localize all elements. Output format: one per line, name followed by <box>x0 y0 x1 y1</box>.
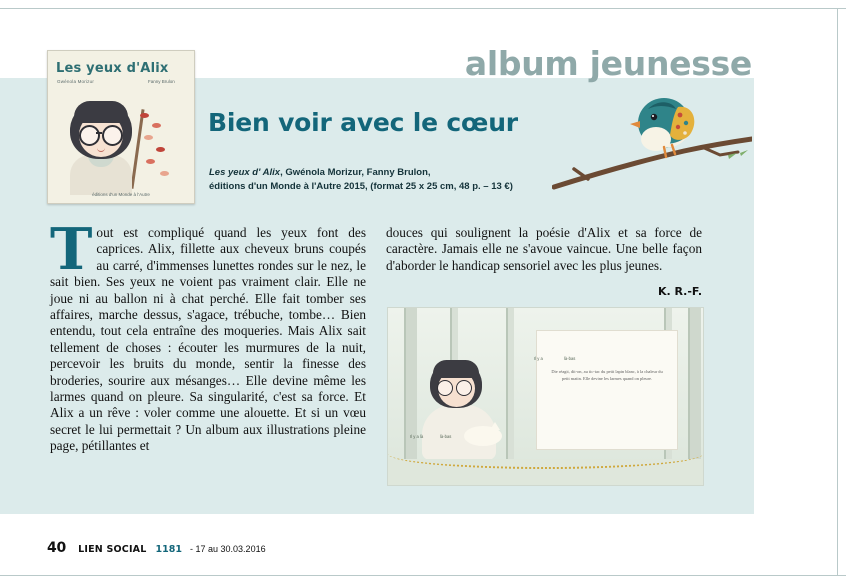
issue-number: 1181 <box>155 544 182 555</box>
cover-author-left: Gwénola Morizur <box>57 79 95 84</box>
credits-book-title: Les yeux d' Alix <box>209 167 281 178</box>
glasses-bridge <box>96 132 102 134</box>
bird-eye <box>651 114 657 120</box>
photo-inset-page <box>536 330 678 450</box>
glasses-icon <box>437 380 453 396</box>
book-credits <box>209 166 549 194</box>
article-body-right: douces qui soulignent la poésie d'Alix et sa force de caractère. Jamais elle ne s'avoue vaincue. Une belle façon d'aborder le handicap sensoriel avec les plus jeunes. <box>386 225 702 273</box>
cover-leaf-icon <box>140 113 149 118</box>
photo-label: Il y a <box>534 356 543 361</box>
photo-label: Il y a là <box>410 434 424 439</box>
cover-leaf-icon <box>156 147 165 152</box>
cat-ear-icon <box>490 422 500 430</box>
right-rule <box>837 8 838 576</box>
bottom-rule <box>0 575 846 576</box>
cover-publisher: éditions d'un Monde à l'Autre <box>92 192 150 197</box>
photo-inset-text: Die réagit, dit-on, au tic-tac du petit lapin blanc, à la chaleur du petit matin. Elle devine les larmes quand on pleure. <box>551 369 663 381</box>
photo-rope <box>388 439 703 469</box>
top-rule <box>0 8 846 9</box>
glasses-icon <box>79 125 100 146</box>
bird-svg <box>552 95 752 215</box>
photo-label: là-bas <box>564 356 576 361</box>
cover-character-fringe <box>74 101 128 123</box>
bird-illustration <box>552 95 752 215</box>
author-signature: K. R.-F. <box>657 285 702 298</box>
article-headline: Bien voir avec le cœur <box>208 108 518 137</box>
cover-branch-illustration <box>130 109 144 189</box>
bird-beak <box>630 121 640 128</box>
cover-leaf-icon <box>146 159 155 164</box>
cover-leaf-icon <box>152 123 161 128</box>
book-cover-image <box>47 50 195 204</box>
cover-author-right: Fanny Brulon <box>148 79 175 84</box>
book-spread-photo <box>387 307 704 486</box>
photo-label: là-bas <box>440 434 452 439</box>
glasses-icon <box>102 125 123 146</box>
page-footer <box>47 540 266 556</box>
issue-dates: - 17 au 30.03.2016 <box>190 544 266 554</box>
credits-authors: , Gwénola Morizur, Fanny Brulon, <box>280 167 431 178</box>
cover-leaf-icon <box>160 171 169 176</box>
bird-belly <box>641 127 671 151</box>
article-column-right <box>386 225 702 274</box>
photo-character-fringe <box>433 360 479 378</box>
credits-publisher-details: éditions d'un Monde à l'Autre 2015, (format 25 x 25 cm, 48 p. – 13 €) <box>209 181 513 192</box>
page-number: 40 <box>47 540 67 556</box>
glasses-icon <box>456 380 472 396</box>
cover-title: Les yeux d'Alix <box>56 61 169 76</box>
drop-cap: T <box>50 216 93 283</box>
cover-leaf-icon <box>144 135 153 140</box>
section-title: album jeunesse <box>464 44 752 83</box>
article-column-left <box>50 216 366 455</box>
publication-name: LIEN SOCIAL <box>78 544 147 555</box>
article-body-left: out est compliqué quand les yeux font des caprices. Alix, fillette aux cheveux bruns coupés au carré, d'immenses lunettes rondes sur le nez, le sait bien. Ses yeux ne voient pas vraiment clair. Elle ne joue ni au ballon ni à chat perché. Elle fait tomber ses affaires, marche dessus, s'agace, trébuche, tombe… Bien entendu, tout cela entraîne des moqueries. Mais Alix sait tellement de choses : écouter les murmures de la nuit, percevoir les bruits du monde, sentir la finesse des broderies, sourire aux mésanges… Elle devine même les larmes quand on pleure. Sa singularité, c'est sa force. Et Alix a un rêve : voler comme une alouette. Et si un vœu secret le lui permettait ? Un album aux illustrations pleine page, pétillantes et <box>50 225 366 454</box>
